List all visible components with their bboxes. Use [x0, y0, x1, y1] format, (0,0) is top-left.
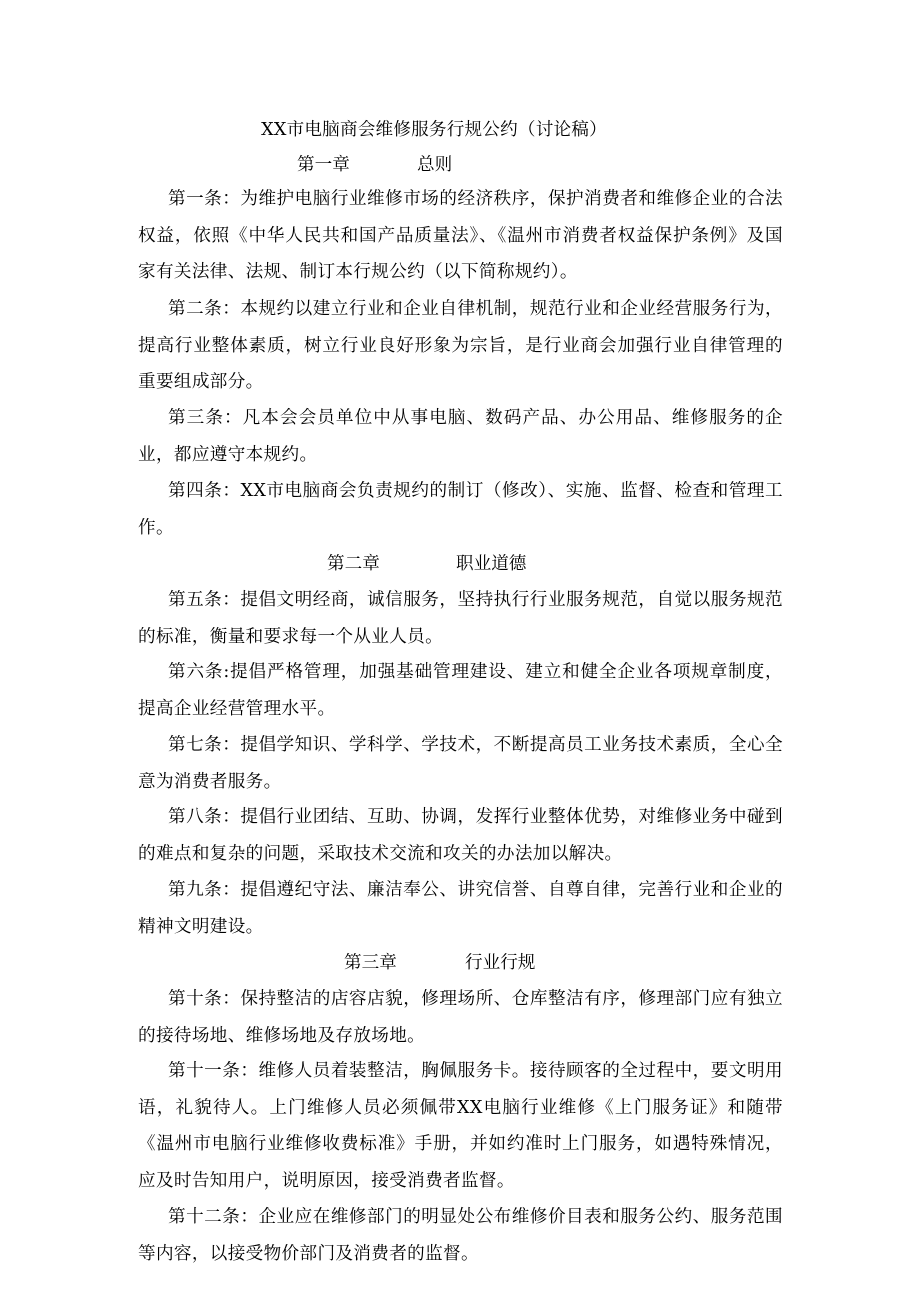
article-paragraph: 第十条：保持整洁的店容店貌，修理场所、仓库整洁有序，修理部门应有独立的接待场地、维修场地及存放场地。 — [138, 989, 783, 1046]
chapter-name: 职业道德 — [456, 554, 527, 574]
article-paragraph: 第六条:提倡严格管理，加强基础管理建设、建立和健全企业各项规章制度，提高企业经营管理水平。 — [138, 662, 783, 719]
chapter-number: 第一章 — [297, 155, 350, 175]
article-paragraph: 第四条：XX市电脑商会负责规约的制订（修改）、实施、监督、检查和管理工作。 — [138, 481, 783, 538]
article-paragraph: 第八条：提倡行业团结、互助、协调，发挥行业整体优势，对维修业务中碰到的难点和复杂的问题，采取技术交流和攻关的办法加以解决。 — [138, 807, 783, 864]
chapter-number: 第二章 — [327, 554, 380, 574]
document-title: XX市电脑商会维修服务行规公约（讨论稿） — [261, 120, 607, 140]
article-paragraph: 第九条：提倡遵纪守法、廉洁奉公、讲究信誉、自尊自律，完善行业和企业的精神文明建设。 — [138, 880, 783, 937]
chapter-number: 第三章 — [344, 953, 397, 973]
chapter-name: 总则 — [417, 155, 453, 175]
article-paragraph: 第十一条：维修人员着装整洁，胸佩服务卡。接待顾客的全过程中，要文明用语，礼貌待人。上门维修人员必须佩带XX电脑行业维修《上门服务证》和随带《温州市电脑行业维修收费标准》手册，并如约准时上门服务，如遇特殊情况，应及时告知用户，说明原因，接受消费者监督。 — [138, 1061, 783, 1191]
article-paragraph: 第三条：凡本会会员单位中从事电脑、数码产品、办公用品、维修服务的企业，都应遵守本规约。 — [138, 408, 783, 465]
article-paragraph: 第二条：本规约以建立行业和企业自律机制，规范行业和企业经营服务行为，提高行业整体素质，树立行业良好形象为宗旨，是行业商会加强行业自律管理的重要组成部分。 — [138, 299, 783, 392]
chapter-name: 行业行规 — [465, 953, 536, 973]
article-paragraph: 第一条：为维护电脑行业维修市场的经济秩序，保护消费者和维修企业的合法权益，依照《中华人民共和国产品质量法》、《温州市消费者权益保护条例》及国家有关法律、法规、制订本行规公约（以下简称规约）。 — [138, 189, 783, 282]
article-paragraph: 第七条：提倡学知识、学科学、学技术，不断提高员工业务技术素质，全心全意为消费者服务。 — [138, 735, 783, 792]
article-paragraph: 第五条：提倡文明经商，诚信服务，坚持执行行业服务规范，自觉以服务规范的标准，衡量和要求每一个从业人员。 — [138, 590, 783, 647]
article-paragraph: 第十二条：企业应在维修部门的明显处公布维修价目表和服务公约、服务范围等内容，以接受物价部门及消费者的监督。 — [138, 1207, 783, 1264]
